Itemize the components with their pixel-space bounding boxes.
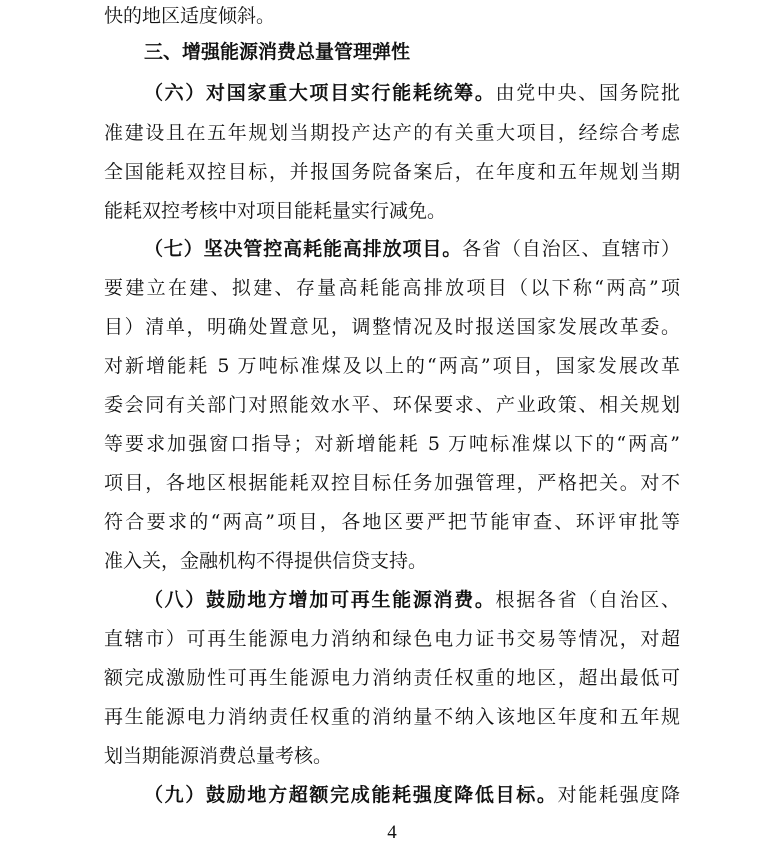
paragraph-8-line-1 [144,584,680,616]
paragraph-9-lead: （九）鼓励地方超额完成能耗强度降低目标。 [144,784,558,806]
paragraph-7-line-1 [144,233,680,265]
text-line: 目）清单，明确处置意见，调整情况及时报送国家发展改革委。 [104,316,680,338]
paragraph-6-line-1 [144,77,680,109]
text-span: 由党中央、国务院批 [495,82,680,104]
text-span: 根据各省（自治区、 [495,589,680,611]
text-span: 能耗双控考核中对项目能耗量实行减免。 [104,200,447,222]
text-line: 等要求加强窗口指导；对新增能耗 5 万吨标准煤以下的“两高” [104,433,680,455]
text-span: 对能耗强度降 [557,784,680,806]
text-line [104,740,680,772]
text-line: 准建设且在五年规划当期投产达产的有关重大项目，经综合考虑 [104,122,680,144]
text-line: 符合要求的“两高”项目，各地区要严把节能审查、环评审批等 [104,511,680,533]
text-line: 再生能源电力消纳责任权重的消纳量不纳入该地区年度和五年规 [104,706,680,728]
text-line: 委会同有关部门对照能效水平、环保要求、产业政策、相关规划 [104,394,680,416]
text-span: 快的地区适度倾斜。 [104,5,276,27]
text-line: 全国能耗双控目标，并报国务院备案后，在年度和五年规划当期 [104,161,680,183]
text-line: 额完成激励性可再生能源电力消纳责任权重的地区，超出最低可 [104,667,680,689]
paragraph-9-line-1 [144,779,680,811]
text-line [104,195,680,227]
text-line: 项目，各地区根据能耗双控目标任务加强管理，严格把关。对不 [104,472,680,494]
text-span: 准入关，金融机构不得提供信贷支持。 [104,550,428,572]
text-line: 对新增能耗 5 万吨标准煤及以上的“两高”项目，国家发展改革 [104,355,680,377]
text-span: 各省（自治区、直辖市） [462,238,680,260]
text-line [104,0,680,32]
paragraph-6-lead: （六）对国家重大项目实行能耗统筹。 [144,82,496,104]
page-number: 4 [387,822,397,843]
text-span: 划当期能源消费总量考核。 [104,745,333,767]
paragraph-8-lead: （八）鼓励地方增加可再生能源消费。 [144,589,496,611]
text-line: 直辖市）可再生能源电力消纳和绿色电力证书交易等情况，对超 [104,628,680,650]
paragraph-7-lead: （七）坚决管控高耗能高排放项目。 [144,238,463,260]
text-line [104,545,680,577]
section-heading: 三、增强能源消费总量管理弹性 [144,41,411,63]
text-line: 要建立在建、拟建、存量高耗能高排放项目（以下称“两高”项 [104,277,680,299]
